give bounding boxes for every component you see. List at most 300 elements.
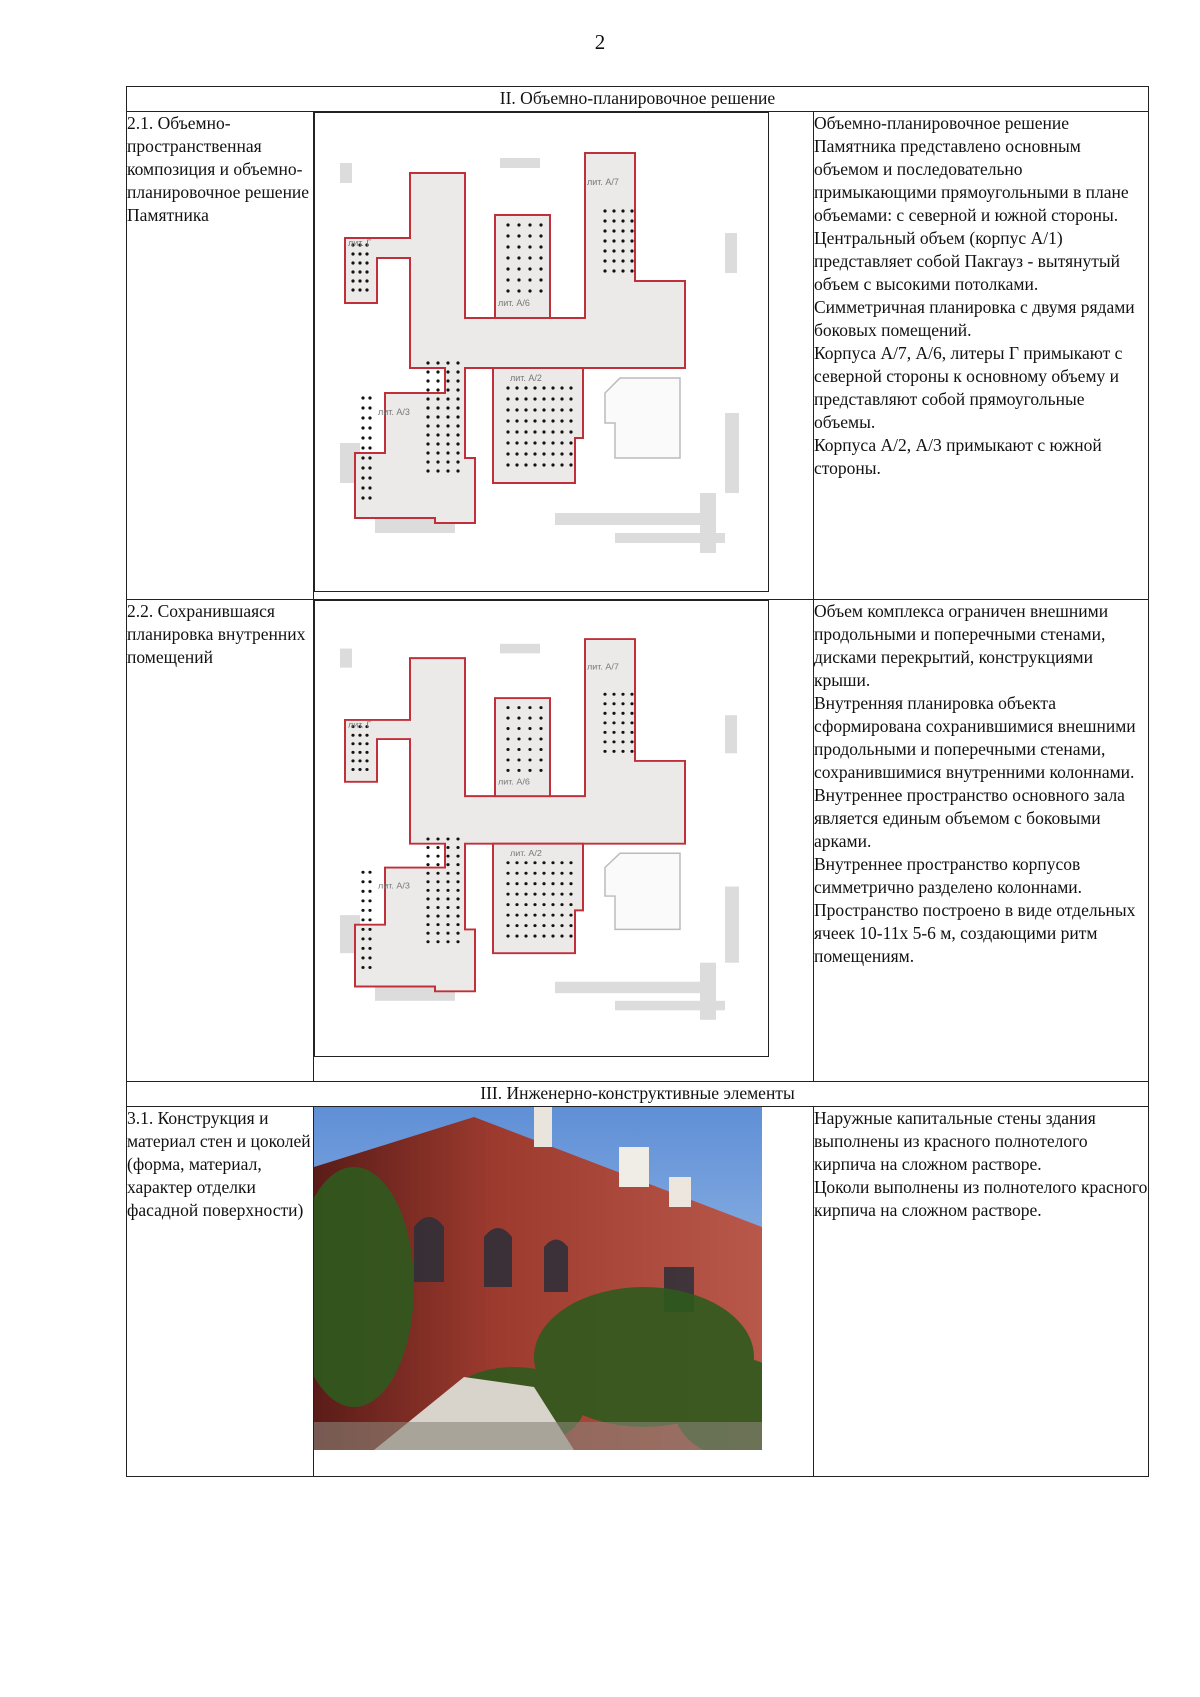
column-dot bbox=[630, 229, 633, 232]
column-dot bbox=[446, 361, 449, 364]
column-dot bbox=[426, 469, 429, 472]
column-dot bbox=[539, 758, 542, 761]
column-dot bbox=[506, 408, 509, 411]
column-dot bbox=[621, 229, 624, 232]
column-dot bbox=[539, 706, 542, 709]
column-dot bbox=[603, 229, 606, 232]
column-dot bbox=[446, 388, 449, 391]
column-dot bbox=[456, 932, 459, 935]
column-dot bbox=[436, 837, 439, 840]
column-dot bbox=[426, 923, 429, 926]
column-dot bbox=[551, 861, 554, 864]
column-dot bbox=[524, 408, 527, 411]
column-dot bbox=[528, 267, 531, 270]
site-plan-image bbox=[314, 112, 769, 592]
paragraph: Симметричная планировка с двумя рядами боковых помещений. bbox=[814, 297, 1135, 340]
column-dot bbox=[560, 386, 563, 389]
column-dot bbox=[351, 751, 354, 754]
column-dot bbox=[426, 932, 429, 935]
column-dot bbox=[569, 861, 572, 864]
column-dot bbox=[456, 897, 459, 900]
column-dot bbox=[603, 731, 606, 734]
column-dot bbox=[528, 758, 531, 761]
column-dot bbox=[515, 872, 518, 875]
column-dot bbox=[621, 702, 624, 705]
column-dot bbox=[539, 245, 542, 248]
ghost-building-east bbox=[605, 378, 680, 458]
column-dot bbox=[524, 452, 527, 455]
column-dot bbox=[515, 463, 518, 466]
column-dot bbox=[524, 924, 527, 927]
column-dot bbox=[361, 966, 364, 969]
ghost-building-east bbox=[605, 853, 680, 929]
column-dot bbox=[436, 923, 439, 926]
document-table bbox=[126, 86, 1149, 1477]
column-dot bbox=[456, 855, 459, 858]
neighbour-building bbox=[555, 982, 715, 993]
column-dot bbox=[603, 239, 606, 242]
photo-cell bbox=[314, 1107, 814, 1477]
column-dot bbox=[446, 932, 449, 935]
column-dot bbox=[456, 460, 459, 463]
column-dot bbox=[426, 837, 429, 840]
column-dot bbox=[569, 430, 572, 433]
column-dot bbox=[506, 441, 509, 444]
column-dot bbox=[551, 914, 554, 917]
column-dot bbox=[368, 396, 371, 399]
column-dot bbox=[446, 915, 449, 918]
column-dot bbox=[612, 209, 615, 212]
column-dot bbox=[542, 452, 545, 455]
column-dot bbox=[456, 415, 459, 418]
column-dot bbox=[528, 234, 531, 237]
label-g: лит. Г bbox=[348, 719, 372, 730]
column-dot bbox=[517, 223, 520, 226]
column-dot bbox=[603, 269, 606, 272]
column-dot bbox=[446, 940, 449, 943]
column-dot bbox=[630, 721, 633, 724]
column-dot bbox=[446, 837, 449, 840]
column-dot bbox=[506, 706, 509, 709]
column-dot bbox=[551, 893, 554, 896]
column-dot bbox=[368, 956, 371, 959]
building-facade-photo bbox=[314, 1107, 762, 1450]
column-dot bbox=[446, 906, 449, 909]
column-dot bbox=[630, 269, 633, 272]
paragraph: Корпуса А/2, А/3 примыкают с южной стороны. bbox=[814, 435, 1102, 478]
column-dot bbox=[368, 947, 371, 950]
column-dot bbox=[612, 229, 615, 232]
column-dot bbox=[446, 370, 449, 373]
column-dot bbox=[446, 863, 449, 866]
column-dot bbox=[368, 466, 371, 469]
column-dot bbox=[361, 909, 364, 912]
row-label: 2.2. Сохранившаяся планировка внутренних помещений bbox=[127, 600, 314, 1082]
column-dot bbox=[560, 441, 563, 444]
column-dot bbox=[365, 768, 368, 771]
column-dot bbox=[630, 239, 633, 242]
column-dot bbox=[361, 396, 364, 399]
column-dot bbox=[351, 279, 354, 282]
column-dot bbox=[358, 261, 361, 264]
column-dot bbox=[603, 721, 606, 724]
column-dot bbox=[630, 712, 633, 715]
column-dot bbox=[533, 452, 536, 455]
column-dot bbox=[446, 460, 449, 463]
column-dot bbox=[542, 903, 545, 906]
column-dot bbox=[446, 872, 449, 875]
column-dot bbox=[426, 915, 429, 918]
column-dot bbox=[551, 872, 554, 875]
neighbour-building bbox=[700, 493, 716, 553]
column-dot bbox=[361, 890, 364, 893]
column-dot bbox=[542, 914, 545, 917]
column-dot bbox=[515, 408, 518, 411]
column-dot bbox=[436, 872, 439, 875]
column-dot bbox=[551, 935, 554, 938]
column-dot bbox=[621, 249, 624, 252]
column-dot bbox=[446, 433, 449, 436]
column-dot bbox=[551, 924, 554, 927]
label-a6: лит. А/6 bbox=[498, 298, 530, 308]
column-dot bbox=[533, 914, 536, 917]
neighbour-building bbox=[725, 887, 739, 963]
column-dot bbox=[569, 893, 572, 896]
column-dot bbox=[542, 430, 545, 433]
label-a3: лит. А/3 bbox=[378, 880, 410, 891]
column-dot bbox=[603, 693, 606, 696]
column-dot bbox=[506, 278, 509, 281]
column-dot bbox=[612, 269, 615, 272]
column-dot bbox=[436, 442, 439, 445]
column-dot bbox=[506, 758, 509, 761]
column-dot bbox=[533, 463, 536, 466]
column-dot bbox=[533, 408, 536, 411]
column-dot bbox=[528, 278, 531, 281]
column-dot bbox=[515, 452, 518, 455]
column-dot bbox=[542, 419, 545, 422]
column-dot bbox=[528, 748, 531, 751]
column-dot bbox=[506, 289, 509, 292]
column-dot bbox=[524, 872, 527, 875]
column-dot bbox=[533, 882, 536, 885]
column-dot bbox=[560, 914, 563, 917]
column-dot bbox=[361, 880, 364, 883]
column-dot bbox=[528, 256, 531, 259]
column-dot bbox=[368, 937, 371, 940]
column-dot bbox=[542, 397, 545, 400]
column-dot bbox=[551, 408, 554, 411]
neighbour-building bbox=[725, 233, 737, 273]
column-dot bbox=[446, 451, 449, 454]
column-dot bbox=[528, 289, 531, 292]
column-dot bbox=[506, 935, 509, 938]
column-dot bbox=[515, 861, 518, 864]
column-dot bbox=[621, 712, 624, 715]
column-dot bbox=[621, 239, 624, 242]
column-dot bbox=[368, 899, 371, 902]
column-dot bbox=[351, 768, 354, 771]
column-dot bbox=[361, 496, 364, 499]
column-dot bbox=[426, 846, 429, 849]
column-dot bbox=[368, 426, 371, 429]
neighbour-building bbox=[725, 413, 739, 493]
column-dot bbox=[569, 882, 572, 885]
column-dot bbox=[524, 397, 527, 400]
column-dot bbox=[517, 256, 520, 259]
column-dot bbox=[436, 424, 439, 427]
column-dot bbox=[506, 256, 509, 259]
column-dot bbox=[426, 370, 429, 373]
column-dot bbox=[560, 893, 563, 896]
column-dot bbox=[368, 436, 371, 439]
column-dot bbox=[517, 758, 520, 761]
column-dot bbox=[621, 731, 624, 734]
column-dot bbox=[426, 906, 429, 909]
neighbour-building bbox=[340, 163, 352, 183]
column-dot bbox=[368, 928, 371, 931]
column-dot bbox=[358, 742, 361, 745]
column-dot bbox=[524, 430, 527, 433]
column-dot bbox=[621, 219, 624, 222]
column-dot bbox=[612, 750, 615, 753]
column-dot bbox=[456, 469, 459, 472]
column-dot bbox=[426, 442, 429, 445]
column-dot bbox=[539, 267, 542, 270]
column-dot bbox=[436, 370, 439, 373]
column-dot bbox=[426, 406, 429, 409]
column-dot bbox=[506, 738, 509, 741]
column-dot bbox=[524, 893, 527, 896]
row-text bbox=[814, 112, 1149, 600]
column-dot bbox=[506, 717, 509, 720]
column-dot bbox=[368, 456, 371, 459]
building-a2 bbox=[493, 844, 583, 953]
column-dot bbox=[612, 721, 615, 724]
column-dot bbox=[426, 397, 429, 400]
column-dot bbox=[368, 966, 371, 969]
column-dot bbox=[542, 924, 545, 927]
column-dot bbox=[446, 442, 449, 445]
paragraph: Объемно-планировочное решение Памятника представлено основным объемом и последовательно примыкающими прямоугольными в плане объемами: с северной и южной стороны. bbox=[814, 113, 1129, 225]
column-dot bbox=[528, 769, 531, 772]
column-dot bbox=[361, 466, 364, 469]
column-dot bbox=[456, 923, 459, 926]
column-dot bbox=[456, 379, 459, 382]
neighbour-building bbox=[725, 715, 737, 753]
column-dot bbox=[361, 456, 364, 459]
column-dot bbox=[446, 855, 449, 858]
column-dot bbox=[542, 861, 545, 864]
column-dot bbox=[528, 223, 531, 226]
column-dot bbox=[456, 863, 459, 866]
column-dot bbox=[542, 872, 545, 875]
column-dot bbox=[506, 463, 509, 466]
column-dot bbox=[436, 889, 439, 892]
column-dot bbox=[515, 893, 518, 896]
column-dot bbox=[542, 408, 545, 411]
column-dot bbox=[515, 935, 518, 938]
column-dot bbox=[361, 446, 364, 449]
column-dot bbox=[517, 748, 520, 751]
label-a6: лит. А/6 bbox=[498, 776, 530, 787]
column-dot bbox=[365, 270, 368, 273]
column-dot bbox=[361, 436, 364, 439]
column-dot bbox=[569, 386, 572, 389]
column-dot bbox=[446, 469, 449, 472]
column-dot bbox=[358, 768, 361, 771]
column-dot bbox=[456, 880, 459, 883]
column-dot bbox=[551, 452, 554, 455]
column-dot bbox=[436, 940, 439, 943]
column-dot bbox=[539, 727, 542, 730]
paragraph: Объем комплекса ограничен внешними продольными и поперечными стенами, дисками перекрытий, конструкциями крыши. bbox=[814, 601, 1109, 690]
column-dot bbox=[560, 903, 563, 906]
column-dot bbox=[560, 419, 563, 422]
paragraph: Внутреннее пространство корпусов симметрично разделено колоннами. bbox=[814, 854, 1083, 897]
column-dot bbox=[436, 415, 439, 418]
column-dot bbox=[539, 223, 542, 226]
column-dot bbox=[517, 769, 520, 772]
column-dot bbox=[551, 397, 554, 400]
section-heading: III. Инженерно-конструктивные элементы bbox=[127, 1082, 1149, 1107]
column-dot bbox=[456, 915, 459, 918]
column-dot bbox=[368, 890, 371, 893]
column-dot bbox=[436, 846, 439, 849]
column-dot bbox=[517, 289, 520, 292]
column-dot bbox=[533, 903, 536, 906]
column-dot bbox=[603, 702, 606, 705]
column-dot bbox=[351, 261, 354, 264]
column-dot bbox=[365, 252, 368, 255]
column-dot bbox=[365, 279, 368, 282]
column-dot bbox=[426, 433, 429, 436]
row-text bbox=[814, 600, 1149, 1082]
column-dot bbox=[436, 880, 439, 883]
column-dot bbox=[368, 476, 371, 479]
column-dot bbox=[506, 872, 509, 875]
column-dot bbox=[365, 759, 368, 762]
column-dot bbox=[569, 914, 572, 917]
section-heading: II. Объемно-планировочное решение bbox=[127, 87, 1149, 112]
column-dot bbox=[368, 496, 371, 499]
column-dot bbox=[446, 406, 449, 409]
column-dot bbox=[456, 433, 459, 436]
column-dot bbox=[426, 897, 429, 900]
column-dot bbox=[612, 219, 615, 222]
column-dot bbox=[630, 219, 633, 222]
column-dot bbox=[436, 932, 439, 935]
column-dot bbox=[358, 751, 361, 754]
column-dot bbox=[368, 909, 371, 912]
column-dot bbox=[569, 441, 572, 444]
column-dot bbox=[368, 880, 371, 883]
column-dot bbox=[560, 397, 563, 400]
column-dot bbox=[524, 935, 527, 938]
column-dot bbox=[368, 486, 371, 489]
column-dot bbox=[517, 245, 520, 248]
column-dot bbox=[542, 893, 545, 896]
column-dot bbox=[361, 486, 364, 489]
column-dot bbox=[533, 861, 536, 864]
column-dot bbox=[506, 234, 509, 237]
column-dot bbox=[361, 899, 364, 902]
column-dot bbox=[351, 270, 354, 273]
column-dot bbox=[539, 234, 542, 237]
column-dot bbox=[621, 721, 624, 724]
column-dot bbox=[446, 424, 449, 427]
column-dot bbox=[365, 288, 368, 291]
column-dot bbox=[436, 906, 439, 909]
label-a7: лит. А/7 bbox=[587, 177, 619, 187]
column-dot bbox=[446, 897, 449, 900]
column-dot bbox=[515, 430, 518, 433]
column-dot bbox=[560, 408, 563, 411]
column-dot bbox=[436, 406, 439, 409]
column-dot bbox=[539, 769, 542, 772]
column-dot bbox=[368, 871, 371, 874]
column-dot bbox=[560, 430, 563, 433]
column-dot bbox=[456, 388, 459, 391]
column-dot bbox=[426, 388, 429, 391]
column-dot bbox=[436, 469, 439, 472]
column-dot bbox=[426, 855, 429, 858]
column-dot bbox=[368, 918, 371, 921]
row-text bbox=[814, 1107, 1149, 1477]
column-dot bbox=[524, 419, 527, 422]
column-dot bbox=[621, 269, 624, 272]
column-dot bbox=[456, 361, 459, 364]
column-dot bbox=[426, 460, 429, 463]
column-dot bbox=[361, 416, 364, 419]
column-dot bbox=[517, 706, 520, 709]
column-dot bbox=[621, 209, 624, 212]
column-dot bbox=[569, 924, 572, 927]
column-dot bbox=[621, 693, 624, 696]
column-dot bbox=[551, 386, 554, 389]
plan-cell bbox=[314, 600, 814, 1082]
column-dot bbox=[436, 379, 439, 382]
column-dot bbox=[551, 882, 554, 885]
building-a2 bbox=[493, 368, 583, 483]
column-dot bbox=[358, 734, 361, 737]
column-dot bbox=[524, 463, 527, 466]
column-dot bbox=[569, 903, 572, 906]
label-g: лит. Г bbox=[348, 238, 372, 248]
column-dot bbox=[368, 406, 371, 409]
column-dot bbox=[603, 259, 606, 262]
column-dot bbox=[506, 727, 509, 730]
column-dot bbox=[426, 872, 429, 875]
column-dot bbox=[365, 742, 368, 745]
plan-cell bbox=[314, 112, 814, 600]
column-dot bbox=[515, 397, 518, 400]
column-dot bbox=[517, 234, 520, 237]
column-dot bbox=[528, 245, 531, 248]
neighbour-building bbox=[340, 649, 352, 668]
column-dot bbox=[426, 415, 429, 418]
column-dot bbox=[351, 742, 354, 745]
column-dot bbox=[426, 361, 429, 364]
column-dot bbox=[436, 855, 439, 858]
column-dot bbox=[539, 278, 542, 281]
column-dot bbox=[542, 463, 545, 466]
column-dot bbox=[358, 279, 361, 282]
column-dot bbox=[603, 740, 606, 743]
column-dot bbox=[506, 430, 509, 433]
column-dot bbox=[446, 880, 449, 883]
label-a2: лит. А/2 bbox=[510, 848, 542, 859]
